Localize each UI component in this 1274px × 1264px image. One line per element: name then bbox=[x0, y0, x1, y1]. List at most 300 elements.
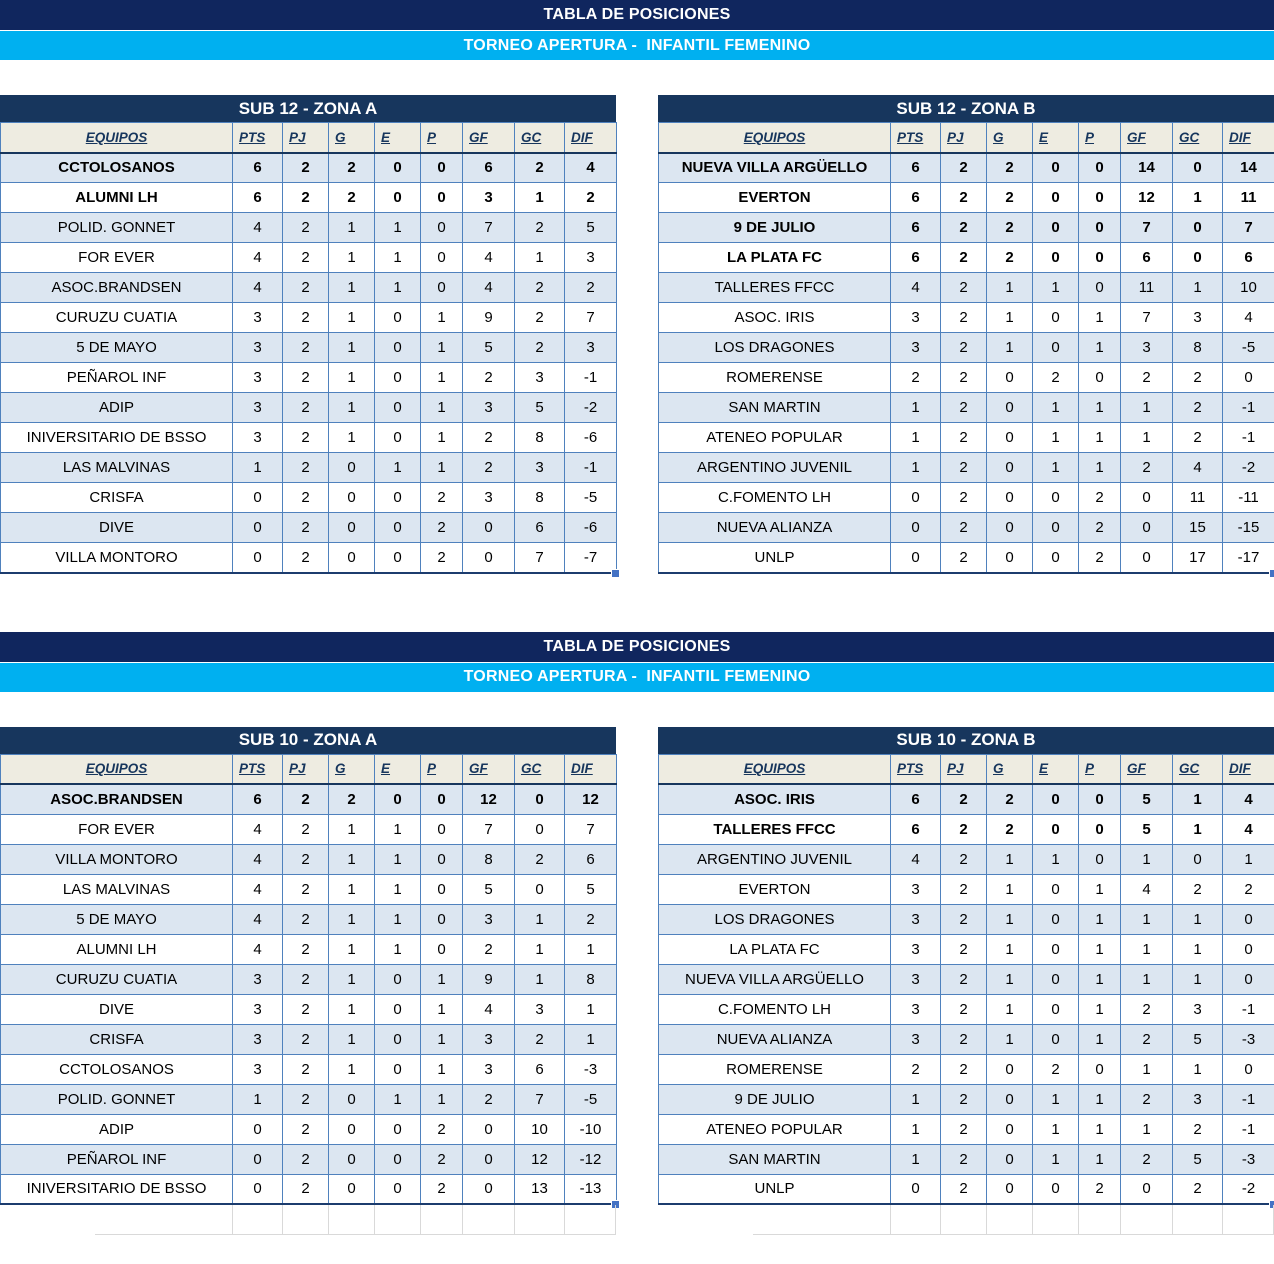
team-name-cell[interactable]: CRISFA bbox=[1, 483, 233, 513]
stat-cell-gf[interactable]: 0 bbox=[463, 1114, 515, 1144]
stat-cell-pj[interactable]: 2 bbox=[283, 1054, 329, 1084]
stat-cell-pj[interactable]: 2 bbox=[283, 904, 329, 934]
team-name-cell[interactable]: EVERTON bbox=[659, 183, 891, 213]
column-header-gf[interactable]: GF bbox=[1121, 123, 1173, 153]
stat-cell-g[interactable]: 0 bbox=[987, 423, 1033, 453]
team-name-cell[interactable]: NUEVA ALIANZA bbox=[659, 513, 891, 543]
stat-cell-pj[interactable]: 2 bbox=[283, 1174, 329, 1204]
stat-cell-pts[interactable]: 4 bbox=[891, 844, 941, 874]
stat-cell-p[interactable]: 1 bbox=[1079, 1114, 1121, 1144]
stat-cell-gf[interactable]: 3 bbox=[463, 483, 515, 513]
stat-cell-pts[interactable]: 0 bbox=[233, 1174, 283, 1204]
stat-cell-dif[interactable]: 4 bbox=[1223, 814, 1274, 844]
stat-cell-dif[interactable]: -12 bbox=[565, 1144, 617, 1174]
stat-cell-p[interactable]: 1 bbox=[1079, 393, 1121, 423]
team-name-cell[interactable]: SAN MARTIN bbox=[659, 1144, 891, 1174]
stat-cell-gc[interactable]: 13 bbox=[515, 1174, 565, 1204]
stat-cell-e[interactable]: 0 bbox=[1033, 243, 1079, 273]
stat-cell-g[interactable]: 0 bbox=[987, 513, 1033, 543]
stat-cell-gc[interactable]: 4 bbox=[1173, 453, 1223, 483]
column-header-dif[interactable]: DIF bbox=[1223, 754, 1274, 784]
stat-cell-pj[interactable]: 2 bbox=[941, 1084, 987, 1114]
stat-cell-g[interactable]: 1 bbox=[987, 904, 1033, 934]
team-name-cell[interactable]: ROMERENSE bbox=[659, 1054, 891, 1084]
stat-cell-pj[interactable]: 2 bbox=[941, 243, 987, 273]
stat-cell-pj[interactable]: 2 bbox=[283, 784, 329, 814]
team-name-cell[interactable]: C.FOMENTO LH bbox=[659, 483, 891, 513]
stat-cell-dif[interactable]: -2 bbox=[565, 393, 617, 423]
stat-cell-p[interactable]: 0 bbox=[1079, 363, 1121, 393]
stat-cell-gc[interactable]: 8 bbox=[1173, 333, 1223, 363]
stat-cell-pts[interactable]: 3 bbox=[233, 1054, 283, 1084]
stat-cell-g[interactable]: 2 bbox=[987, 814, 1033, 844]
stat-cell-dif[interactable]: 12 bbox=[565, 784, 617, 814]
stat-cell-gf[interactable]: 7 bbox=[463, 814, 515, 844]
team-name-cell[interactable]: POLID. GONNET bbox=[1, 213, 233, 243]
team-name-cell[interactable]: 9 DE JULIO bbox=[659, 1084, 891, 1114]
stat-cell-pts[interactable]: 1 bbox=[891, 423, 941, 453]
stat-cell-gf[interactable]: 6 bbox=[1121, 243, 1173, 273]
stat-cell-dif[interactable]: 6 bbox=[565, 844, 617, 874]
stat-cell-pj[interactable]: 2 bbox=[283, 483, 329, 513]
stat-cell-e[interactable]: 1 bbox=[375, 1084, 421, 1114]
stat-cell-dif[interactable]: 3 bbox=[565, 333, 617, 363]
stat-cell-g[interactable]: 2 bbox=[987, 243, 1033, 273]
stat-cell-pts[interactable]: 4 bbox=[891, 273, 941, 303]
stat-cell-pj[interactable]: 2 bbox=[941, 273, 987, 303]
stat-cell-pts[interactable]: 0 bbox=[891, 483, 941, 513]
team-name-cell[interactable]: C.FOMENTO LH bbox=[659, 994, 891, 1024]
stat-cell-g[interactable]: 0 bbox=[329, 543, 375, 573]
stat-cell-gf[interactable]: 0 bbox=[463, 1174, 515, 1204]
stat-cell-pts[interactable]: 4 bbox=[233, 814, 283, 844]
team-name-cell[interactable]: CURUZU CUATIA bbox=[1, 964, 233, 994]
stat-cell-gc[interactable]: 2 bbox=[515, 333, 565, 363]
stat-cell-dif[interactable]: 0 bbox=[1223, 964, 1274, 994]
stat-cell-pts[interactable]: 3 bbox=[233, 964, 283, 994]
stat-cell-gf[interactable]: 0 bbox=[463, 1144, 515, 1174]
team-name-cell[interactable]: EVERTON bbox=[659, 874, 891, 904]
team-name-cell[interactable]: ADIP bbox=[1, 1114, 233, 1144]
team-name-cell[interactable]: INIVERSITARIO DE BSSO bbox=[1, 1174, 233, 1204]
stat-cell-pj[interactable]: 2 bbox=[941, 904, 987, 934]
stat-cell-gf[interactable]: 12 bbox=[1121, 183, 1173, 213]
stat-cell-gf[interactable]: 0 bbox=[1121, 483, 1173, 513]
stat-cell-gc[interactable]: 0 bbox=[515, 874, 565, 904]
stat-cell-gc[interactable]: 11 bbox=[1173, 483, 1223, 513]
stat-cell-gc[interactable]: 8 bbox=[515, 483, 565, 513]
stat-cell-g[interactable]: 0 bbox=[329, 1084, 375, 1114]
team-name-cell[interactable]: SAN MARTIN bbox=[659, 393, 891, 423]
stat-cell-dif[interactable]: 1 bbox=[565, 994, 617, 1024]
stat-cell-g[interactable]: 1 bbox=[987, 273, 1033, 303]
stat-cell-gf[interactable]: 9 bbox=[463, 303, 515, 333]
stat-cell-pts[interactable]: 3 bbox=[233, 333, 283, 363]
stat-cell-p[interactable]: 1 bbox=[1079, 423, 1121, 453]
stat-cell-dif[interactable]: -5 bbox=[565, 1084, 617, 1114]
stat-cell-pj[interactable]: 2 bbox=[941, 393, 987, 423]
stat-cell-gc[interactable]: 6 bbox=[515, 1054, 565, 1084]
stat-cell-p[interactable]: 1 bbox=[1079, 333, 1121, 363]
stat-cell-gf[interactable]: 0 bbox=[1121, 1174, 1173, 1204]
stat-cell-gc[interactable]: 1 bbox=[515, 964, 565, 994]
stat-cell-gf[interactable]: 5 bbox=[1121, 814, 1173, 844]
team-name-cell[interactable]: ARGENTINO JUVENIL bbox=[659, 844, 891, 874]
stat-cell-pts[interactable]: 6 bbox=[233, 153, 283, 183]
stat-cell-pts[interactable]: 4 bbox=[233, 243, 283, 273]
stat-cell-p[interactable]: 0 bbox=[1079, 243, 1121, 273]
team-name-cell[interactable]: NUEVA VILLA ARGÜELLO bbox=[659, 964, 891, 994]
stat-cell-gf[interactable]: 12 bbox=[463, 784, 515, 814]
stat-cell-pj[interactable]: 2 bbox=[941, 1054, 987, 1084]
stat-cell-p[interactable]: 0 bbox=[1079, 273, 1121, 303]
stat-cell-g[interactable]: 0 bbox=[987, 1054, 1033, 1084]
stat-cell-pts[interactable]: 3 bbox=[233, 994, 283, 1024]
stat-cell-pj[interactable]: 2 bbox=[283, 243, 329, 273]
team-name-cell[interactable]: 5 DE MAYO bbox=[1, 333, 233, 363]
stat-cell-gf[interactable]: 2 bbox=[1121, 363, 1173, 393]
stat-cell-gc[interactable]: 1 bbox=[515, 243, 565, 273]
stat-cell-p[interactable]: 0 bbox=[1079, 844, 1121, 874]
stat-cell-pj[interactable]: 2 bbox=[283, 303, 329, 333]
stat-cell-e[interactable]: 1 bbox=[1033, 844, 1079, 874]
stat-cell-pj[interactable]: 2 bbox=[283, 543, 329, 573]
stat-cell-pj[interactable]: 2 bbox=[941, 333, 987, 363]
stat-cell-pj[interactable]: 2 bbox=[283, 934, 329, 964]
team-name-cell[interactable]: VILLA MONTORO bbox=[1, 844, 233, 874]
column-header-pj[interactable]: PJ bbox=[941, 123, 987, 153]
stat-cell-gf[interactable]: 2 bbox=[1121, 453, 1173, 483]
column-header-pj[interactable]: PJ bbox=[283, 754, 329, 784]
stat-cell-pj[interactable]: 2 bbox=[941, 513, 987, 543]
stat-cell-gc[interactable]: 3 bbox=[1173, 1084, 1223, 1114]
stat-cell-p[interactable]: 2 bbox=[421, 513, 463, 543]
stat-cell-p[interactable]: 2 bbox=[421, 483, 463, 513]
stat-cell-pts[interactable]: 0 bbox=[233, 1114, 283, 1144]
column-header-e[interactable]: E bbox=[375, 754, 421, 784]
team-name-cell[interactable]: NUEVA VILLA ARGÜELLO bbox=[659, 153, 891, 183]
stat-cell-p[interactable]: 0 bbox=[421, 183, 463, 213]
stat-cell-dif[interactable]: -5 bbox=[565, 483, 617, 513]
stat-cell-dif[interactable]: 11 bbox=[1223, 183, 1274, 213]
stat-cell-g[interactable]: 1 bbox=[987, 303, 1033, 333]
stat-cell-pj[interactable]: 2 bbox=[941, 183, 987, 213]
stat-cell-g[interactable]: 0 bbox=[987, 483, 1033, 513]
stat-cell-gf[interactable]: 4 bbox=[1121, 874, 1173, 904]
stat-cell-p[interactable]: 0 bbox=[1079, 814, 1121, 844]
stat-cell-g[interactable]: 2 bbox=[329, 784, 375, 814]
stat-cell-p[interactable]: 1 bbox=[421, 1084, 463, 1114]
stat-cell-gc[interactable]: 3 bbox=[515, 994, 565, 1024]
stat-cell-e[interactable]: 0 bbox=[1033, 1174, 1079, 1204]
stat-cell-pts[interactable]: 1 bbox=[891, 453, 941, 483]
stat-cell-dif[interactable]: 1 bbox=[565, 1024, 617, 1054]
stat-cell-gf[interactable]: 3 bbox=[463, 1054, 515, 1084]
stat-cell-g[interactable]: 1 bbox=[329, 273, 375, 303]
stat-cell-gc[interactable]: 2 bbox=[515, 273, 565, 303]
stat-cell-e[interactable]: 0 bbox=[375, 183, 421, 213]
stat-cell-dif[interactable]: 0 bbox=[1223, 934, 1274, 964]
stat-cell-pj[interactable]: 2 bbox=[941, 153, 987, 183]
stat-cell-pj[interactable]: 2 bbox=[283, 363, 329, 393]
stat-cell-p[interactable]: 1 bbox=[421, 393, 463, 423]
stat-cell-dif[interactable]: 6 bbox=[1223, 243, 1274, 273]
stat-cell-p[interactable]: 1 bbox=[421, 1054, 463, 1084]
stat-cell-gc[interactable]: 1 bbox=[1173, 814, 1223, 844]
column-header-pts[interactable]: PTS bbox=[891, 123, 941, 153]
team-name-cell[interactable]: FOR EVER bbox=[1, 243, 233, 273]
stat-cell-p[interactable]: 0 bbox=[421, 814, 463, 844]
stat-cell-gc[interactable]: 7 bbox=[515, 543, 565, 573]
stat-cell-e[interactable]: 0 bbox=[1033, 784, 1079, 814]
stat-cell-dif[interactable]: 5 bbox=[565, 213, 617, 243]
column-header-gc[interactable]: GC bbox=[1173, 754, 1223, 784]
stat-cell-e[interactable]: 0 bbox=[1033, 513, 1079, 543]
stat-cell-pj[interactable]: 2 bbox=[941, 844, 987, 874]
stat-cell-g[interactable]: 2 bbox=[987, 153, 1033, 183]
team-name-cell[interactable]: CCTOLOSANOS bbox=[1, 153, 233, 183]
stat-cell-gf[interactable]: 4 bbox=[463, 243, 515, 273]
stat-cell-p[interactable]: 1 bbox=[421, 994, 463, 1024]
stat-cell-g[interactable]: 1 bbox=[329, 814, 375, 844]
stat-cell-pts[interactable]: 3 bbox=[891, 303, 941, 333]
stat-cell-gf[interactable]: 3 bbox=[463, 183, 515, 213]
stat-cell-pts[interactable]: 3 bbox=[233, 1024, 283, 1054]
stat-cell-g[interactable]: 1 bbox=[329, 213, 375, 243]
stat-cell-e[interactable]: 0 bbox=[375, 363, 421, 393]
stat-cell-dif[interactable]: 7 bbox=[1223, 213, 1274, 243]
stat-cell-e[interactable]: 1 bbox=[1033, 273, 1079, 303]
column-header-e[interactable]: E bbox=[1033, 123, 1079, 153]
stat-cell-gc[interactable]: 10 bbox=[515, 1114, 565, 1144]
stat-cell-pts[interactable]: 1 bbox=[891, 1084, 941, 1114]
stat-cell-gf[interactable]: 5 bbox=[1121, 784, 1173, 814]
stat-cell-dif[interactable]: -1 bbox=[565, 363, 617, 393]
stat-cell-gc[interactable]: 2 bbox=[1173, 393, 1223, 423]
stat-cell-pj[interactable]: 2 bbox=[283, 333, 329, 363]
stat-cell-g[interactable]: 1 bbox=[329, 303, 375, 333]
stat-cell-pts[interactable]: 6 bbox=[891, 153, 941, 183]
stat-cell-gf[interactable]: 2 bbox=[1121, 1084, 1173, 1114]
stat-cell-pj[interactable]: 2 bbox=[941, 483, 987, 513]
stat-cell-pts[interactable]: 3 bbox=[233, 363, 283, 393]
stat-cell-p[interactable]: 1 bbox=[1079, 964, 1121, 994]
stat-cell-e[interactable]: 0 bbox=[1033, 934, 1079, 964]
stat-cell-pj[interactable]: 2 bbox=[941, 784, 987, 814]
stat-cell-dif[interactable]: 4 bbox=[1223, 784, 1274, 814]
stat-cell-p[interactable]: 2 bbox=[421, 1114, 463, 1144]
stat-cell-pj[interactable]: 2 bbox=[283, 393, 329, 423]
stat-cell-dif[interactable]: 8 bbox=[565, 964, 617, 994]
stat-cell-pts[interactable]: 4 bbox=[233, 904, 283, 934]
stat-cell-g[interactable]: 2 bbox=[987, 784, 1033, 814]
stat-cell-pj[interactable]: 2 bbox=[941, 934, 987, 964]
stat-cell-g[interactable]: 2 bbox=[987, 213, 1033, 243]
stat-cell-g[interactable]: 1 bbox=[329, 1024, 375, 1054]
team-name-cell[interactable]: FOR EVER bbox=[1, 814, 233, 844]
stat-cell-gc[interactable]: 1 bbox=[515, 904, 565, 934]
stat-cell-g[interactable]: 1 bbox=[329, 904, 375, 934]
team-name-cell[interactable]: UNLP bbox=[659, 1174, 891, 1204]
stat-cell-pj[interactable]: 2 bbox=[283, 273, 329, 303]
stat-cell-gf[interactable]: 3 bbox=[463, 1024, 515, 1054]
team-name-cell[interactable]: TALLERES FFCC bbox=[659, 273, 891, 303]
stat-cell-pts[interactable]: 4 bbox=[233, 273, 283, 303]
stat-cell-dif[interactable]: -1 bbox=[1223, 423, 1274, 453]
stat-cell-gc[interactable]: 2 bbox=[1173, 423, 1223, 453]
stat-cell-e[interactable]: 1 bbox=[375, 814, 421, 844]
stat-cell-e[interactable]: 0 bbox=[375, 333, 421, 363]
stat-cell-g[interactable]: 1 bbox=[987, 333, 1033, 363]
stat-cell-pts[interactable]: 3 bbox=[891, 934, 941, 964]
team-name-cell[interactable]: DIVE bbox=[1, 513, 233, 543]
stat-cell-e[interactable]: 1 bbox=[375, 453, 421, 483]
stat-cell-g[interactable]: 1 bbox=[987, 964, 1033, 994]
stat-cell-e[interactable]: 1 bbox=[375, 243, 421, 273]
stat-cell-gf[interactable]: 2 bbox=[463, 423, 515, 453]
stat-cell-dif[interactable]: 14 bbox=[1223, 153, 1274, 183]
stat-cell-dif[interactable]: 4 bbox=[1223, 303, 1274, 333]
column-header-g[interactable]: G bbox=[329, 123, 375, 153]
stat-cell-p[interactable]: 2 bbox=[1079, 513, 1121, 543]
stat-cell-dif[interactable]: 2 bbox=[565, 273, 617, 303]
stat-cell-pj[interactable]: 2 bbox=[941, 814, 987, 844]
stat-cell-p[interactable]: 2 bbox=[1079, 543, 1121, 573]
stat-cell-p[interactable]: 1 bbox=[421, 964, 463, 994]
stat-cell-gc[interactable]: 0 bbox=[515, 814, 565, 844]
stat-cell-p[interactable]: 1 bbox=[421, 363, 463, 393]
stat-cell-dif[interactable]: -1 bbox=[1223, 1114, 1274, 1144]
stat-cell-g[interactable]: 0 bbox=[329, 483, 375, 513]
stat-cell-gc[interactable]: 2 bbox=[515, 303, 565, 333]
stat-cell-dif[interactable]: 2 bbox=[565, 904, 617, 934]
stat-cell-g[interactable]: 1 bbox=[329, 393, 375, 423]
stat-cell-e[interactable]: 1 bbox=[1033, 1114, 1079, 1144]
team-name-cell[interactable]: TALLERES FFCC bbox=[659, 814, 891, 844]
stat-cell-e[interactable]: 1 bbox=[1033, 1144, 1079, 1174]
stat-cell-p[interactable]: 1 bbox=[1079, 874, 1121, 904]
column-header-g[interactable]: G bbox=[987, 123, 1033, 153]
stat-cell-e[interactable]: 1 bbox=[1033, 1084, 1079, 1114]
stat-cell-gc[interactable]: 5 bbox=[1173, 1144, 1223, 1174]
team-name-cell[interactable]: UNLP bbox=[659, 543, 891, 573]
column-header-g[interactable]: G bbox=[987, 754, 1033, 784]
stat-cell-gc[interactable]: 12 bbox=[515, 1144, 565, 1174]
team-name-cell[interactable]: LAS MALVINAS bbox=[1, 453, 233, 483]
team-name-cell[interactable]: ASOC. IRIS bbox=[659, 303, 891, 333]
stat-cell-gc[interactable]: 15 bbox=[1173, 513, 1223, 543]
stat-cell-g[interactable]: 1 bbox=[987, 844, 1033, 874]
team-name-cell[interactable]: ROMERENSE bbox=[659, 363, 891, 393]
stat-cell-e[interactable]: 0 bbox=[375, 543, 421, 573]
stat-cell-pj[interactable]: 2 bbox=[283, 213, 329, 243]
stat-cell-gf[interactable]: 1 bbox=[1121, 934, 1173, 964]
stat-cell-pj[interactable]: 2 bbox=[283, 183, 329, 213]
stat-cell-dif[interactable]: 10 bbox=[1223, 273, 1274, 303]
stat-cell-gf[interactable]: 4 bbox=[463, 994, 515, 1024]
stat-cell-pts[interactable]: 4 bbox=[233, 874, 283, 904]
stat-cell-gc[interactable]: 1 bbox=[1173, 904, 1223, 934]
stat-cell-dif[interactable]: -17 bbox=[1223, 543, 1274, 573]
stat-cell-g[interactable]: 1 bbox=[987, 994, 1033, 1024]
team-name-cell[interactable]: LOS DRAGONES bbox=[659, 333, 891, 363]
stat-cell-p[interactable]: 1 bbox=[1079, 303, 1121, 333]
stat-cell-pts[interactable]: 6 bbox=[891, 243, 941, 273]
stat-cell-dif[interactable]: -15 bbox=[1223, 513, 1274, 543]
stat-cell-dif[interactable]: -3 bbox=[565, 1054, 617, 1084]
stat-cell-gc[interactable]: 2 bbox=[515, 153, 565, 183]
stat-cell-pj[interactable]: 2 bbox=[283, 513, 329, 543]
stat-cell-gf[interactable]: 1 bbox=[1121, 1054, 1173, 1084]
stat-cell-gf[interactable]: 6 bbox=[463, 153, 515, 183]
stat-cell-g[interactable]: 1 bbox=[329, 423, 375, 453]
stat-cell-p[interactable]: 1 bbox=[1079, 1144, 1121, 1174]
stat-cell-dif[interactable]: 0 bbox=[1223, 363, 1274, 393]
stat-cell-gf[interactable]: 1 bbox=[1121, 393, 1173, 423]
stat-cell-e[interactable]: 0 bbox=[1033, 483, 1079, 513]
stat-cell-e[interactable]: 1 bbox=[375, 844, 421, 874]
stat-cell-pts[interactable]: 4 bbox=[233, 934, 283, 964]
team-name-cell[interactable]: 9 DE JULIO bbox=[659, 213, 891, 243]
stat-cell-g[interactable]: 0 bbox=[987, 363, 1033, 393]
stat-cell-gf[interactable]: 1 bbox=[1121, 964, 1173, 994]
column-header-pts[interactable]: PTS bbox=[891, 754, 941, 784]
stat-cell-gf[interactable]: 3 bbox=[1121, 333, 1173, 363]
stat-cell-gc[interactable]: 17 bbox=[1173, 543, 1223, 573]
stat-cell-pts[interactable]: 1 bbox=[891, 1114, 941, 1144]
stat-cell-e[interactable]: 1 bbox=[375, 904, 421, 934]
stat-cell-p[interactable]: 0 bbox=[1079, 183, 1121, 213]
stat-cell-dif[interactable]: -1 bbox=[1223, 393, 1274, 423]
stat-cell-gc[interactable]: 2 bbox=[1173, 363, 1223, 393]
stat-cell-gc[interactable]: 1 bbox=[1173, 1054, 1223, 1084]
stat-cell-pts[interactable]: 2 bbox=[891, 1054, 941, 1084]
stat-cell-gf[interactable]: 5 bbox=[463, 874, 515, 904]
stat-cell-e[interactable]: 2 bbox=[1033, 1054, 1079, 1084]
stat-cell-p[interactable]: 0 bbox=[421, 874, 463, 904]
stat-cell-gc[interactable]: 2 bbox=[515, 213, 565, 243]
stat-cell-gc[interactable]: 6 bbox=[515, 513, 565, 543]
column-header-gc[interactable]: GC bbox=[1173, 123, 1223, 153]
team-name-cell[interactable]: ALUMNI LH bbox=[1, 934, 233, 964]
fill-handle[interactable] bbox=[611, 1200, 619, 1208]
stat-cell-gc[interactable]: 1 bbox=[1173, 784, 1223, 814]
stat-cell-e[interactable]: 0 bbox=[375, 513, 421, 543]
stat-cell-pts[interactable]: 0 bbox=[233, 483, 283, 513]
stat-cell-pj[interactable]: 2 bbox=[941, 423, 987, 453]
column-header-e[interactable]: E bbox=[1033, 754, 1079, 784]
stat-cell-dif[interactable]: 1 bbox=[565, 934, 617, 964]
team-name-cell[interactable]: PEÑAROL INF bbox=[1, 363, 233, 393]
stat-cell-e[interactable]: 0 bbox=[375, 1114, 421, 1144]
stat-cell-dif[interactable]: -6 bbox=[565, 513, 617, 543]
stat-cell-gf[interactable]: 1 bbox=[1121, 904, 1173, 934]
stat-cell-dif[interactable]: 0 bbox=[1223, 1054, 1274, 1084]
stat-cell-gf[interactable]: 3 bbox=[463, 904, 515, 934]
stat-cell-gc[interactable]: 2 bbox=[1173, 1114, 1223, 1144]
team-name-cell[interactable]: INIVERSITARIO DE BSSO bbox=[1, 423, 233, 453]
team-name-cell[interactable]: LAS MALVINAS bbox=[1, 874, 233, 904]
stat-cell-pj[interactable]: 2 bbox=[941, 453, 987, 483]
stat-cell-gc[interactable]: 0 bbox=[515, 784, 565, 814]
stat-cell-g[interactable]: 0 bbox=[329, 1174, 375, 1204]
stat-cell-g[interactable]: 0 bbox=[329, 453, 375, 483]
fill-handle[interactable] bbox=[611, 569, 619, 577]
stat-cell-pts[interactable]: 4 bbox=[233, 213, 283, 243]
team-name-cell[interactable]: CURUZU CUATIA bbox=[1, 303, 233, 333]
stat-cell-pts[interactable]: 3 bbox=[891, 994, 941, 1024]
stat-cell-pts[interactable]: 3 bbox=[891, 333, 941, 363]
